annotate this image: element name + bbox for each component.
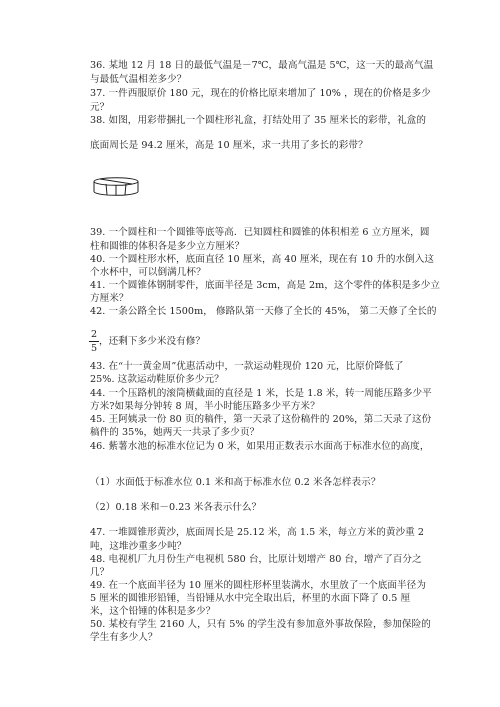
text-line: 柱和圆锥的体积各是多少立方厘米？ xyxy=(90,241,245,252)
text-line: 学生有多少人？ xyxy=(90,632,158,643)
text-line: 个水杯中，可以倒满几杯？ xyxy=(90,267,206,278)
text-line: 43. 在“十一黄金周”优惠活动中，一款运动鞋现价 120 元，比原价降低了 xyxy=(90,361,404,372)
text-line: ，还剩下多少米没有修？ xyxy=(99,336,206,347)
text-line: 36. 某地 12 月 18 日的最低气温是－7℃，最高气温是 5℃，这一天的最高气温 xyxy=(90,60,434,71)
text-line: 稿件的 35%，她两天一共录了多少页？ xyxy=(90,427,260,438)
text-line: 50. 某校有学生 2160 人，只有 5% 的学生没有参加意外事故保险，参加保险的 xyxy=(90,619,431,630)
text-line: 米，这个铅锤的体积是多少？ xyxy=(90,606,216,617)
fraction-numerator: 2 xyxy=(90,329,98,340)
cylinder-gift-box-figure xyxy=(92,176,140,198)
text-line: 方厘米？ xyxy=(90,293,129,304)
text-line: 几？ xyxy=(90,567,110,578)
text-line: 38. 如图，用彩带捆扎一个圆柱形礼盒，打结处用了 35 厘米长的彩带，礼盒的 xyxy=(90,115,426,126)
text-line: 47. 一堆圆锥形黄沙，底面周长是 25.12 米，高 1.5 米，每立方米的黄沙重 2 xyxy=(90,527,425,538)
fraction-denominator: 5 xyxy=(90,343,98,354)
text-line: 49. 在一个底面半径为 10 厘米的圆柱形杯里装满水，水里放了一个底面半径为 xyxy=(90,580,426,591)
text-line: 39. 一个圆柱和一个圆锥等底等高．已知圆柱和圆锥的体积相差 6 立方厘米，圆 xyxy=(90,227,430,238)
text-line: （1）水面低于标准水位 0.1 米和高于标准水位 0.2 米各怎样表示？ xyxy=(90,477,381,488)
text-line: 41. 一个圆锥体钢制零件，底面半径是 3cm，高是 2m，这个零件的体积是多少立 xyxy=(90,280,441,291)
fraction-two-fifths xyxy=(89,329,99,354)
text-line: 40. 一个圆柱形水杯，底面直径 10 厘米，高 40 厘米，现在有 10 升的水倒入这 xyxy=(90,254,435,265)
text-line: 45. 王阿姨录一份 80 页的稿件，第一天录了这份稿件的 20%，第二天录了这份 xyxy=(90,414,432,425)
text-line: 42. 一条公路全长 1500m， 修路队第一天修了全长的 45%， 第二天修了全长的 xyxy=(90,306,437,317)
text-line: 元？ xyxy=(90,102,110,113)
text-line: 底面周长是 94.2 厘米，高是 10 厘米，求一共用了多长的彩带？ xyxy=(90,140,368,151)
text-line: 吨，这堆沙重多少吨？ xyxy=(90,541,187,552)
text-line: 37. 一件西服原价 180 元，现在的价格比原来增加了 10% ，现在的价格是多少 xyxy=(90,88,431,99)
text-line: 46. 紫薯水池的标准水位记为 0 米，如果用正数表示水面高于标准水位的高度， xyxy=(90,441,430,452)
text-line: 与最低气温相差多少？ xyxy=(90,74,187,85)
fraction-bar xyxy=(89,341,99,342)
text-line: 48. 电视机厂九月份生产电视机 580 台，比原计划增产 80 台，增产了百分之 xyxy=(90,554,422,565)
text-line: （2）0.18 米和－0.23 米各表示什么？ xyxy=(90,502,262,513)
text-line: 25%. 这款运动鞋原价多少元？ xyxy=(90,374,224,385)
text-line: 方米?如果每分钟转 8 周，半小时能压路多少平方米？ xyxy=(90,401,320,412)
text-line: 44. 一个压路机的滚筒横截面的直径是 1 米，长是 1.8 米，转一周能压路多少平 xyxy=(90,388,432,399)
text-line: 5 厘米的圆锥形铅锤，当铅锤从水中完全取出后，杯里的水面下降了 0.5 厘 xyxy=(90,593,411,604)
